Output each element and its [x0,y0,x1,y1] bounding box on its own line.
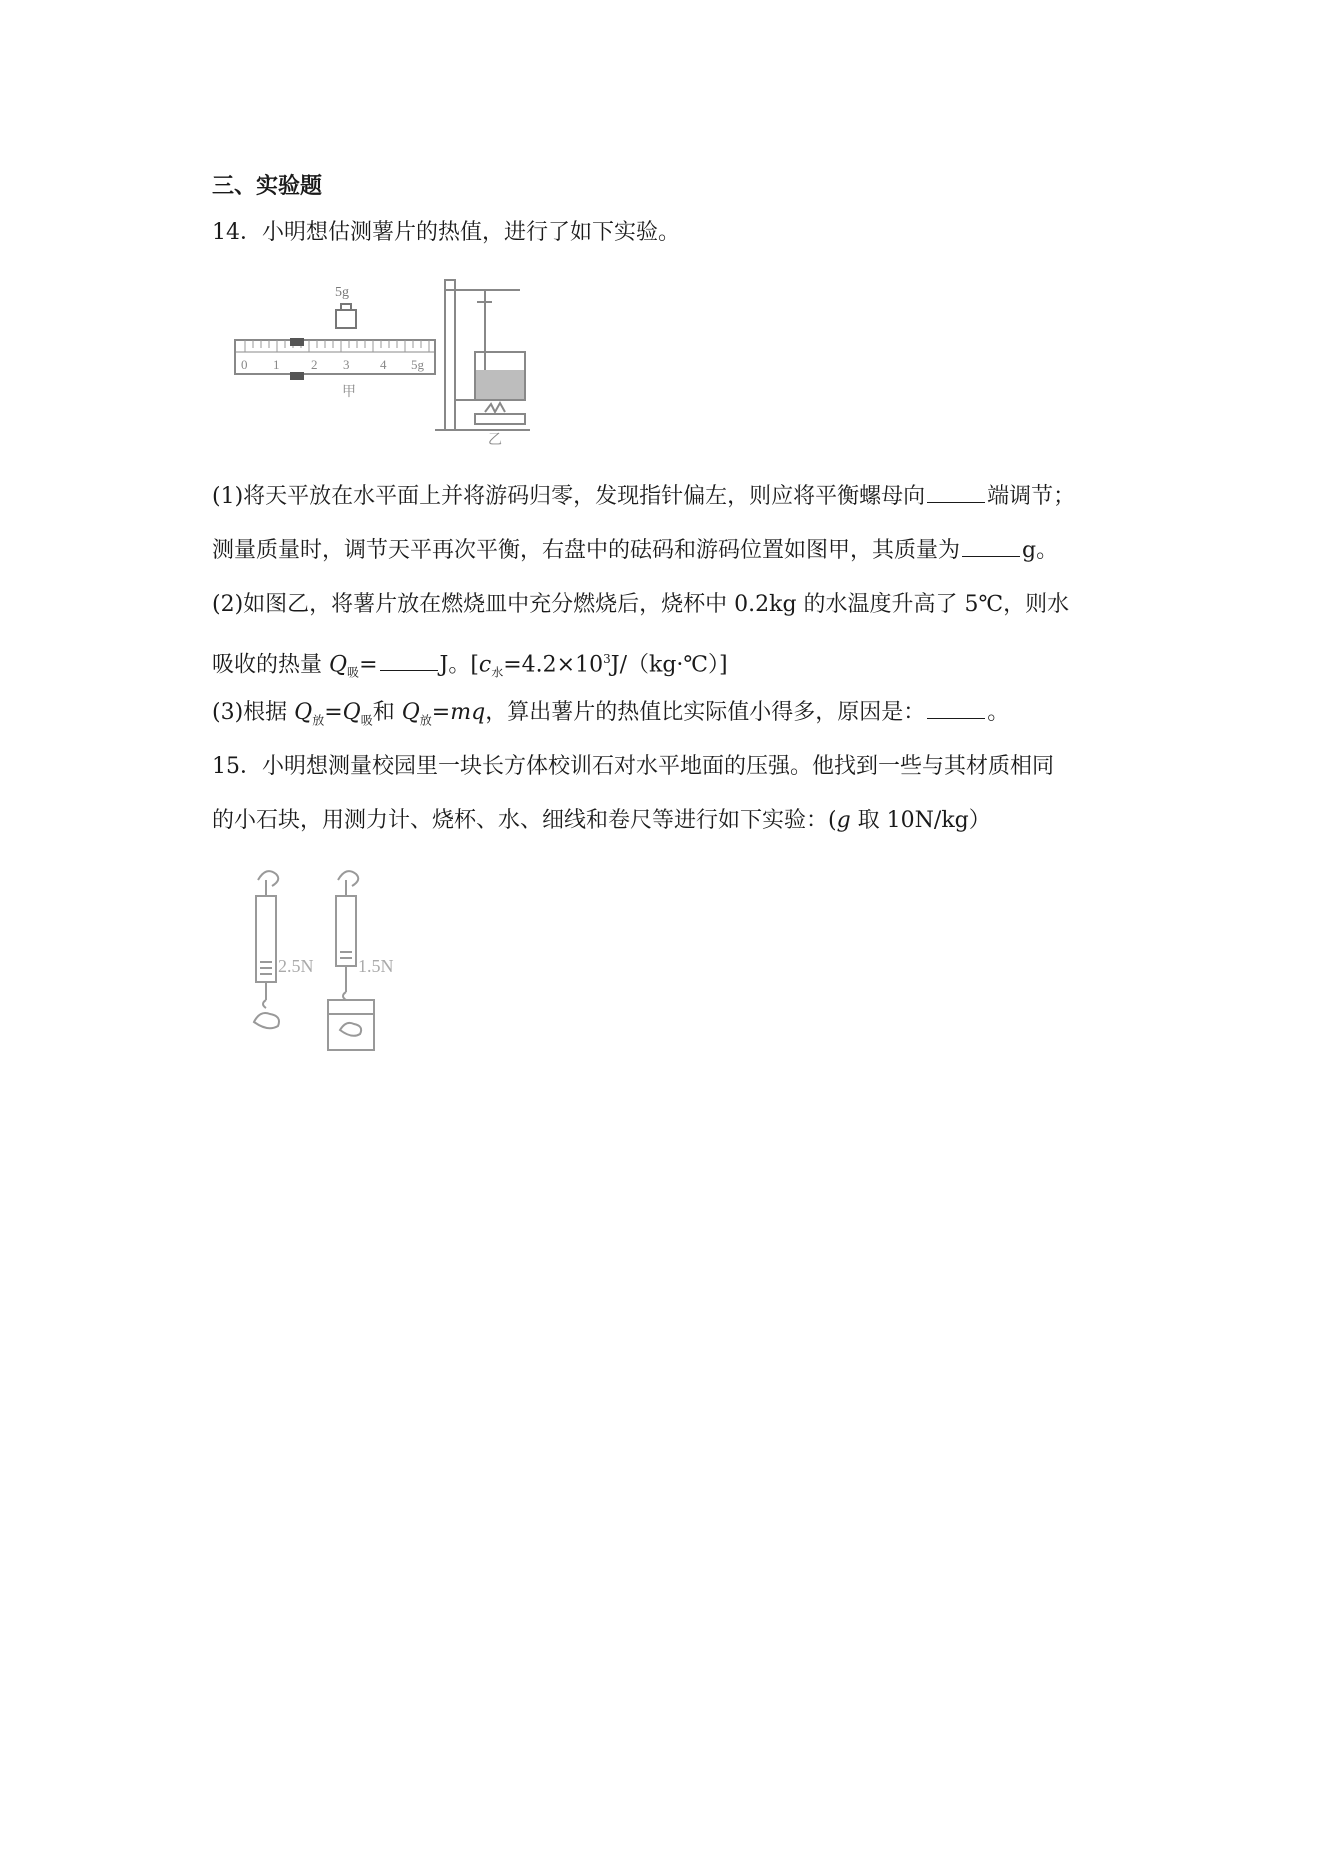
svg-text:2: 2 [311,357,318,372]
svg-text:0: 0 [241,357,248,372]
rider-bottom [290,372,304,380]
question-15-line1: 15．小明想测量校园里一块长方体校训石对水平地面的压强。他找到一些与其材质相同 [212,754,1054,779]
question-15-line2: 的小石块，用测力计、烧杯、水、细线和卷尺等进行如下实验：(g 取 10N/kg） [212,808,991,833]
figure-15 [240,862,440,1057]
svg-text:5g: 5g [411,357,424,372]
svg-text:1: 1 [273,357,280,372]
q14-part1-line1: (1)将天平放在水平面上并将游码归零，发现指针偏左，则应将平衡螺母向 端调节； [212,484,1076,509]
answer-blank-2[interactable] [962,538,1020,557]
beaker [328,1000,374,1050]
svg-text:3: 3 [343,357,350,372]
label-yi: 乙 [488,433,502,447]
answer-blank-4[interactable] [927,700,985,719]
svg-text:4: 4 [380,357,387,372]
spring-scale-1 [256,896,276,982]
q14-part3-line: (3)根据 $Q_放=Q_吸$和 $Q_放=mq$，算出薯片的热值比实际值小得多，原因是： 。 [212,700,1010,728]
question-14-stem: 14．小明想估测薯片的热值，进行了如下实验。 [212,220,680,245]
label-jia: 甲 [342,385,356,400]
spring-scale-2 [336,896,356,966]
weight-label: 5g [335,285,349,300]
stone-2 [340,1023,361,1036]
figure-14 [230,272,550,447]
hand-icon [338,871,358,886]
section-title: 三、实验题 [212,174,323,199]
reading-2: 1.5N [358,956,394,976]
burner-setup [435,280,530,430]
q14-part1-line2: 测量质量时，调节天平再次平衡，右盘中的砝码和游码位置如图甲，其质量为 g。 [212,538,1059,563]
rider-top [290,338,304,346]
balance-beam-scale [235,338,435,380]
q14-part2-line1: (2)如图乙，将薯片放在燃烧皿中充分燃烧后，烧杯中 0.2kg 的水温度升高了 5℃，则水 [212,592,1070,617]
q14-part2-line2: 吸收的热量 $Q_吸= J$。$[c_水=4.2\times 10^3J/(kg\cdot℃)]$ [212,652,728,680]
answer-blank-3[interactable] [380,652,438,671]
weight-icon [336,310,356,328]
answer-blank-1[interactable] [927,484,985,503]
hand-icon [258,871,278,886]
stone-1 [254,1013,279,1028]
reading-1: 2.5N [278,956,314,976]
